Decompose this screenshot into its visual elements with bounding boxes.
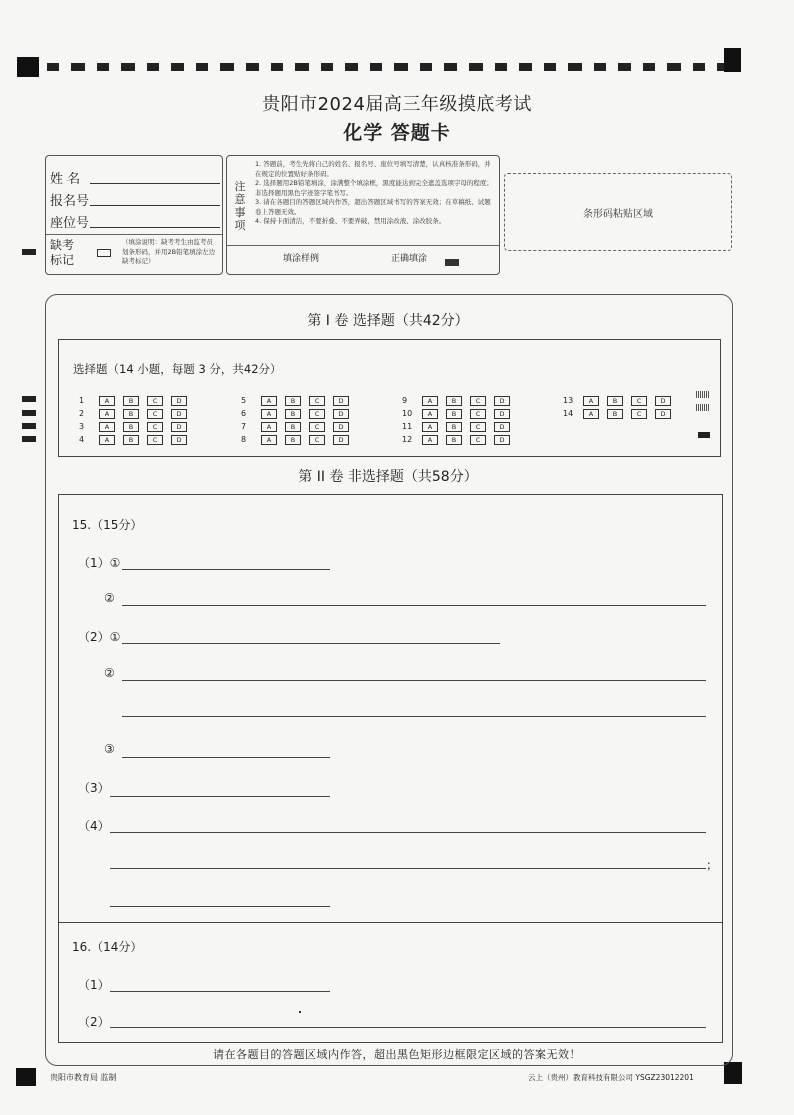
mc-option-a[interactable]: A	[261, 396, 277, 406]
mc-question-row	[563, 396, 673, 406]
corner-mark-bottom-left	[16, 1068, 36, 1086]
timing-mark	[321, 63, 333, 71]
mc-question-row	[402, 422, 512, 432]
mc-option-c[interactable]: C	[147, 435, 163, 445]
barcode-area	[504, 173, 732, 251]
mc-option-b[interactable]: B	[285, 409, 301, 419]
q15-1b-answer-line[interactable]	[122, 605, 706, 606]
q15-2b-answer-line-2[interactable]	[122, 716, 706, 717]
mc-option-a[interactable]: A	[99, 435, 115, 445]
timing-mark	[345, 63, 358, 71]
part2-title: 第 II 卷 非选择题（共58分）	[298, 469, 478, 485]
mc-option-d[interactable]: D	[494, 435, 510, 445]
mc-option-c[interactable]: C	[309, 422, 325, 432]
timing-mark	[171, 63, 184, 71]
mc-question-number: 12	[402, 435, 413, 444]
mc-option-b[interactable]: B	[123, 396, 139, 406]
timing-mark	[444, 63, 457, 71]
mc-option-b[interactable]: B	[285, 435, 301, 445]
mc-option-d[interactable]: D	[494, 396, 510, 406]
mc-option-b[interactable]: B	[607, 396, 623, 406]
mc-question-row	[241, 396, 351, 406]
mc-option-a[interactable]: A	[261, 409, 277, 419]
mc-option-a[interactable]: A	[261, 435, 277, 445]
q15-1-label: （1）①	[78, 556, 121, 570]
mc-block	[58, 339, 721, 457]
example-label: 填涂样例	[283, 254, 320, 264]
semicolon: ；	[706, 858, 719, 872]
q15-4-label: （4）	[78, 819, 110, 833]
mc-question-row	[79, 396, 189, 406]
side-mark	[22, 410, 36, 416]
notice-item: 2. 选择题用2B铅笔填涂，涂满整个填涂框，黑度能达到完全遮盖选项字母的程度；非选择题用黑色字迹签字笔书写。	[255, 179, 493, 197]
q15-4-answer-line[interactable]	[110, 832, 706, 833]
mc-question-row	[402, 409, 512, 419]
mc-question-row	[241, 409, 351, 419]
side-mark	[22, 436, 36, 442]
notice-box	[226, 155, 500, 275]
q16-1-answer-line[interactable]	[110, 991, 330, 992]
mc-option-b[interactable]: B	[446, 409, 462, 419]
absent-mark-box[interactable]	[97, 249, 111, 257]
q-divider	[58, 922, 723, 923]
mc-question-number: 4	[79, 435, 85, 444]
timing-mark	[394, 63, 408, 71]
absent-note: （填涂说明：缺考考生由监考员划条形码，并用2B铅笔填涂左边缺考标记）	[122, 238, 216, 265]
barcode-label: 条形码粘贴区域	[583, 209, 653, 220]
timing-mark	[667, 63, 681, 71]
mc-option-d[interactable]: D	[333, 435, 349, 445]
timing-mark	[147, 63, 159, 71]
mc-question-row	[79, 435, 189, 445]
notice-item: 1. 答题前，考生先将自己的姓名、报名号、座位号填写清楚，认真核准条形码，并在规定的位置贴好条形码。	[255, 160, 491, 178]
mc-option-d[interactable]: D	[494, 422, 510, 432]
timing-mark	[469, 63, 483, 71]
name-field[interactable]	[90, 183, 220, 184]
mc-option-b[interactable]: B	[607, 409, 623, 419]
mc-question-number: 5	[241, 396, 247, 405]
q16-2-label: （2）	[78, 1015, 110, 1029]
q15-1-answer-line[interactable]	[122, 569, 330, 570]
timing-mark	[594, 63, 606, 71]
mc-question-row	[241, 435, 351, 445]
footer-issuer: 贵阳市教育局 监制	[50, 1073, 117, 1082]
timing-mark	[220, 63, 234, 71]
notice-text	[255, 160, 495, 227]
divider	[46, 234, 222, 235]
mc-option-a[interactable]: A	[99, 396, 115, 406]
mc-question-row	[79, 409, 189, 419]
mc-option-c[interactable]: C	[147, 409, 163, 419]
mc-question-number: 3	[79, 422, 85, 431]
q15-head: 15.（15分）	[72, 518, 143, 532]
mc-option-c[interactable]: C	[470, 422, 486, 432]
mc-option-c[interactable]: C	[631, 396, 647, 406]
mc-option-b[interactable]: B	[446, 422, 462, 432]
footer-company: 云上（贵州）教育科技有限公司 YSGZ23012201	[528, 1073, 694, 1082]
q15-3-label: （3）	[78, 781, 110, 795]
exam-title: 贵阳市2024届高三年级摸底考试	[262, 94, 532, 115]
timing-mark	[568, 63, 582, 71]
mc-option-d[interactable]: D	[333, 422, 349, 432]
timing-mark	[495, 63, 507, 71]
mc-option-c[interactable]: C	[470, 409, 486, 419]
mc-option-d[interactable]: D	[333, 396, 349, 406]
mc-option-a[interactable]: A	[583, 409, 599, 419]
mc-option-d[interactable]: D	[494, 409, 510, 419]
timing-mark	[420, 63, 432, 71]
mc-option-a[interactable]: A	[261, 422, 277, 432]
mc-option-c[interactable]: C	[147, 396, 163, 406]
timing-mark	[97, 63, 109, 71]
mc-option-b[interactable]: B	[285, 396, 301, 406]
q15-3-answer-line[interactable]	[110, 796, 330, 797]
mc-option-a[interactable]: A	[99, 422, 115, 432]
notice-heading: 注意事项	[234, 180, 246, 232]
mc-question-number: 10	[402, 409, 413, 418]
corner-mark-bottom-right	[724, 1062, 742, 1084]
notice-item: 4. 保持卡面清洁，不要折叠、不要弄破，禁用涂改液、涂改胶条。	[255, 217, 446, 225]
mc-option-a[interactable]: A	[583, 396, 599, 406]
mc-option-d[interactable]: D	[171, 396, 187, 406]
mc-option-a[interactable]: A	[422, 435, 438, 445]
regno-field[interactable]	[90, 205, 220, 206]
q16-1-label: （1）	[78, 978, 110, 992]
mc-option-c[interactable]: C	[309, 409, 325, 419]
mc-question-row	[79, 422, 189, 432]
q16-head: 16.（14分）	[72, 940, 143, 954]
card-subtitle: 化学 答题卡	[343, 122, 451, 144]
q15-2c-answer-line[interactable]	[122, 757, 330, 758]
mc-option-d[interactable]: D	[171, 435, 187, 445]
q15-4-answer-line-2[interactable]	[110, 868, 706, 869]
mc-option-d[interactable]: D	[171, 409, 187, 419]
timing-mark	[196, 63, 208, 71]
mc-option-a[interactable]: A	[422, 409, 438, 419]
timing-mark	[643, 63, 655, 71]
mc-question-number: 14	[563, 409, 574, 418]
timing-mark	[246, 63, 259, 71]
side-mark	[22, 396, 36, 402]
side-mark	[22, 423, 36, 429]
mc-option-b[interactable]: B	[446, 396, 462, 406]
filled-mark-example	[445, 252, 459, 271]
mc-option-c[interactable]: C	[147, 422, 163, 432]
side-mark	[22, 249, 36, 255]
mc-question-row	[241, 422, 351, 432]
candidate-info-box	[45, 155, 223, 275]
mc-question-number: 9	[402, 396, 408, 405]
mc-option-b[interactable]: B	[285, 422, 301, 432]
timing-mark	[544, 63, 556, 71]
regno-label: 报名号	[50, 194, 90, 209]
mc-option-c[interactable]: C	[470, 435, 486, 445]
q15-4-answer-line-3[interactable]	[110, 906, 330, 907]
answer-area	[58, 494, 723, 1043]
mc-option-b[interactable]: B	[123, 435, 139, 445]
q15-2-label: （2）①	[78, 630, 121, 644]
mc-question-row	[402, 396, 512, 406]
correct-label: 正确填涂	[391, 254, 428, 264]
q16-2-answer-line[interactable]	[110, 1027, 706, 1028]
mc-question-number: 13	[563, 396, 574, 405]
mc-question-row	[563, 409, 673, 419]
mc-option-a[interactable]: A	[422, 396, 438, 406]
q15-2b-label: ②	[104, 666, 115, 680]
mc-question-number: 6	[241, 409, 247, 418]
mc-option-a[interactable]: A	[422, 422, 438, 432]
notice-item: 3. 请在各题目的答题区域内作答，超出答题区域书写的答案无效；在草稿纸、试题卷上答题无效。	[255, 198, 491, 216]
seat-field[interactable]	[90, 227, 220, 228]
part1-title: 第 I 卷 选择题（共42分）	[307, 313, 469, 329]
absent-label: 缺考 标记	[50, 238, 75, 267]
corner-mark-top-left	[17, 57, 39, 77]
mc-option-c[interactable]: C	[309, 396, 325, 406]
mc-option-b[interactable]: B	[123, 409, 139, 419]
mc-option-b[interactable]: B	[123, 422, 139, 432]
mc-title: 选择题（14 小题，每题 3 分，共42分）	[73, 362, 282, 376]
q15-2-answer-line[interactable]	[122, 643, 500, 644]
q15-2b-answer-line[interactable]	[122, 680, 706, 681]
seat-label: 座位号	[50, 216, 90, 231]
timing-mark	[47, 63, 59, 71]
footer-note: 请在各题目的答题区域内作答，超出黑色矩形边框限定区域的答案无效！	[213, 1048, 581, 1061]
timing-mark	[71, 63, 85, 71]
mc-question-number: 2	[79, 409, 85, 418]
timing-mark	[693, 63, 705, 71]
timing-mark	[618, 63, 631, 71]
timing-mark	[271, 63, 283, 71]
q15-2c-label: ③	[104, 742, 115, 756]
timing-mark-strip	[17, 60, 742, 74]
timing-mark	[121, 63, 135, 71]
mc-question-number: 1	[79, 396, 85, 405]
mc-option-a[interactable]: A	[99, 409, 115, 419]
ink-dot	[299, 1011, 301, 1013]
mc-question-number: 7	[241, 422, 247, 431]
mc-option-d[interactable]: D	[655, 396, 671, 406]
divider	[227, 245, 499, 246]
mc-option-b[interactable]: B	[446, 435, 462, 445]
mc-question-number: 8	[241, 435, 247, 444]
mc-option-c[interactable]: C	[309, 435, 325, 445]
timing-mark	[370, 63, 382, 71]
mc-option-d[interactable]: D	[655, 409, 671, 419]
mc-option-d[interactable]: D	[171, 422, 187, 432]
mc-question-row	[402, 435, 512, 445]
mc-question-number: 11	[402, 422, 413, 431]
timing-mark	[519, 63, 532, 71]
mc-option-c[interactable]: C	[631, 409, 647, 419]
mc-option-c[interactable]: C	[470, 396, 486, 406]
mc-option-d[interactable]: D	[333, 409, 349, 419]
corner-mark-top-right	[724, 48, 741, 72]
name-label: 姓 名	[50, 172, 81, 187]
q15-1b-label: ②	[104, 591, 115, 605]
timing-mark	[295, 63, 309, 71]
